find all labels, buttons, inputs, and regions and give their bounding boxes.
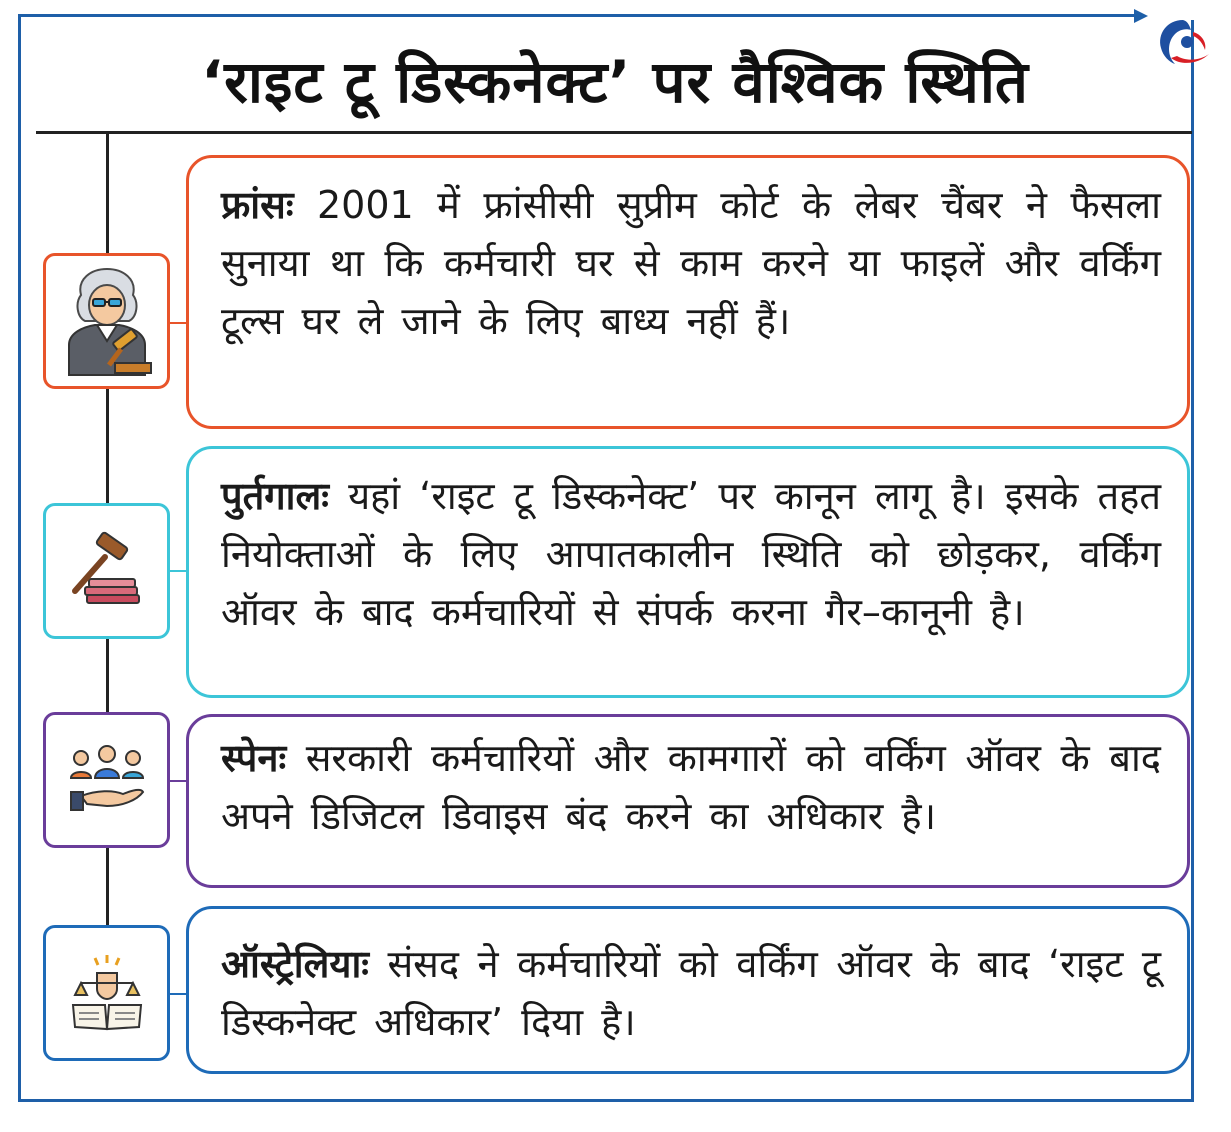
icon-box-spain — [43, 712, 170, 848]
country-label: पुर्तगालः — [221, 474, 329, 518]
people-hand-icon — [67, 740, 147, 820]
gavel-books-icon — [67, 531, 147, 611]
card-text-australia — [221, 935, 1161, 1051]
card-body: यहां ‘राइट टू डिस्कनेक्ट’ पर कानून लागू है। इसके तहत नियोक्ताओं के लिए आपातकालीन स्थिति को छोड़कर, वर्किंग ऑवर के बाद कर्मचारियों से संपर्क करना गैर–कानूनी है। — [221, 474, 1161, 634]
fist-law-book-icon — [67, 953, 147, 1033]
card-australia — [186, 906, 1190, 1074]
country-label: ऑस्ट्रेलियाः — [221, 942, 369, 986]
frame-arrow-icon — [1134, 9, 1148, 23]
title-divider — [36, 131, 1192, 134]
card-france — [186, 155, 1190, 429]
card-portugal — [186, 446, 1190, 698]
country-label: फ्रांसः — [221, 183, 294, 227]
country-label: स्पेनः — [221, 736, 287, 780]
card-body: 2001 में फ्रांसीसी सुप्रीम कोर्ट के लेबर चैंबर ने फैसला सुनाया था कि कर्मचारी घर से काम करने या फाइलें और वर्किंग टूल्स घर ले जाने के लिए बाध्य नहीं हैं। — [221, 183, 1161, 343]
page-title: ‘राइट टू डिस्कनेक्ट’ पर वैश्विक स्थिति — [201, 48, 1029, 116]
card-body: संसद ने कर्मचारियों को वर्किंग ऑवर के बाद ‘राइट टू डिस्कनेक्ट अधिकार’ दिया है। — [221, 942, 1161, 1044]
card-spain — [186, 714, 1190, 888]
icon-box-australia — [43, 925, 170, 1061]
icon-box-portugal — [43, 503, 170, 639]
card-text-france — [221, 176, 1161, 350]
card-text-portugal — [221, 467, 1161, 641]
card-body: सरकारी कर्मचारियों और कामगारों को वर्किंग ऑवर के बाद अपने डिजिटल डिवाइस बंद करने का अधिकार है। — [221, 736, 1161, 838]
icon-box-france — [43, 253, 170, 389]
judge-gavel-icon — [59, 265, 155, 377]
card-text-spain — [221, 729, 1161, 845]
